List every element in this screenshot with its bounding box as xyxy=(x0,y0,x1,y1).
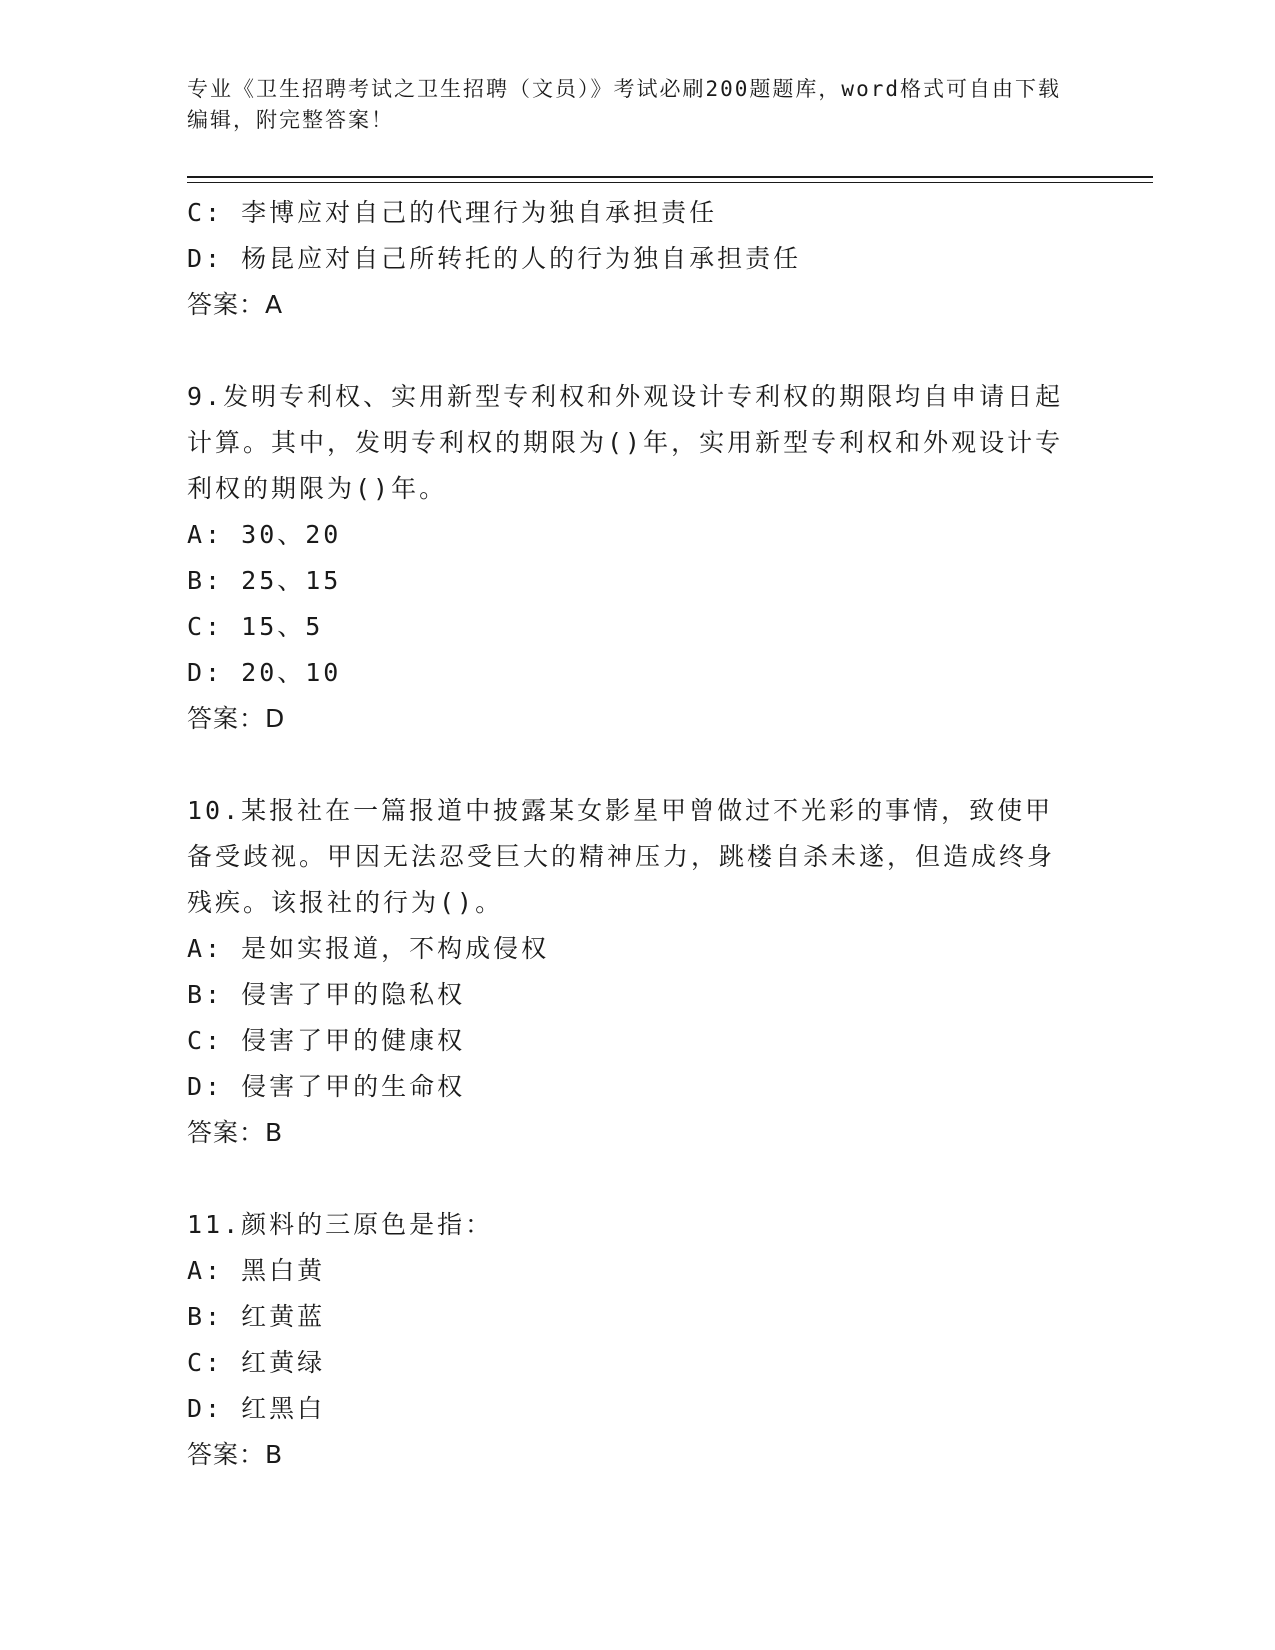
spacer xyxy=(187,742,1067,788)
question-stem: 9.发明专利权、实用新型专利权和外观设计专利权的期限均自申请日起计算。其中，发明专利权的期限为()年，实用新型专利权和外观设计专利权的期限为()年。 xyxy=(187,382,1064,503)
answer-line: 答案：B xyxy=(187,1118,284,1147)
header-divider-thin xyxy=(187,182,1153,183)
option-a: A: 30、20 xyxy=(187,520,342,549)
option-b: B: 25、15 xyxy=(187,566,342,595)
option-d: D: 侵害了甲的生命权 xyxy=(187,1072,466,1101)
option-a: A: 是如实报道，不构成侵权 xyxy=(187,934,550,963)
option-a: A: 黑白黄 xyxy=(187,1256,326,1285)
option-b: B: 侵害了甲的隐私权 xyxy=(187,980,466,1009)
spacer xyxy=(187,1156,1067,1202)
page-header: 专业《卫生招聘考试之卫生招聘（文员）》考试必刷200题题库，word格式可自由下载编辑，附完整答案！ xyxy=(187,77,1061,132)
option-c: C: 李博应对自己的代理行为独自承担责任 xyxy=(187,198,718,227)
option-c: C: 侵害了甲的健康权 xyxy=(187,1026,466,1055)
answer-line: 答案：D xyxy=(187,704,286,733)
question-block-10 xyxy=(187,788,1067,1156)
question-list xyxy=(187,190,1067,1478)
question-block-9 xyxy=(187,374,1067,742)
answer-line: 答案：B xyxy=(187,1440,284,1469)
spacer xyxy=(187,328,1067,374)
option-b: B: 红黄蓝 xyxy=(187,1302,326,1331)
question-block-11 xyxy=(187,1202,1067,1478)
option-d: D: 20、10 xyxy=(187,658,342,687)
header-divider-thick xyxy=(187,176,1153,178)
option-c: C: 15、5 xyxy=(187,612,324,641)
option-d: D: 红黑白 xyxy=(187,1394,326,1423)
option-d: D: 杨昆应对自己所转托的人的行为独自承担责任 xyxy=(187,244,802,273)
question-block-prev xyxy=(187,190,1067,328)
answer-line: 答案：A xyxy=(187,290,284,319)
question-stem: 11.颜料的三原色是指： xyxy=(187,1210,494,1239)
question-stem: 10.某报社在一篇报道中披露某女影星甲曾做过不光彩的事情，致使甲备受歧视。甲因无法忍受巨大的精神压力，跳楼自杀未遂，但造成终身残疾。该报社的行为()。 xyxy=(187,796,1056,917)
option-c: C: 红黄绿 xyxy=(187,1348,326,1377)
